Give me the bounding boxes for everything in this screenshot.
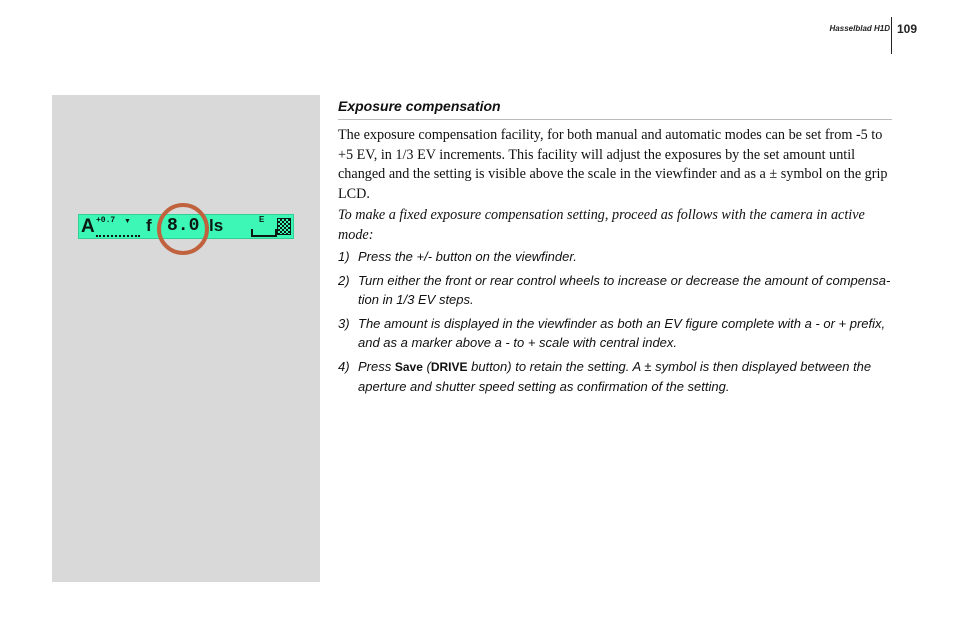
save-label: Save <box>394 359 423 374</box>
step-text: The amount is displayed in the viewfinder as both an EV figure complete with a - or + prefix, and as a marker above a - to + scale with central index. <box>358 315 886 350</box>
body-paragraph: The exposure compensation facility, for both manual and automatic modes can be set from -5 to +5 EV, in 1/3 EV increments. This facility will adjust the exposures by the set amount until changed and the setting is visible above the scale in the viewfinder and as a ± symbol on the grip LCD. <box>338 127 888 202</box>
intro-paragraph: To make a fixed exposure compensation setting, proceed as follows with the camera in active mode: <box>338 207 865 243</box>
lcd-mode: A <box>81 216 95 237</box>
lcd-ev-marker: ▼ <box>124 217 131 225</box>
header-brand: Hasselblad H1D <box>829 24 890 33</box>
step-number: 4) <box>338 358 350 374</box>
list-item <box>338 314 894 353</box>
lcd-e-label: E <box>259 215 265 224</box>
list-item <box>338 271 894 310</box>
highlight-circle <box>157 203 209 255</box>
step-text: Turn either the front or rear control wheels to increase or decrease the amount of compensa-tion in 1/3 EV steps. <box>358 272 891 307</box>
step-number: 3) <box>338 315 350 331</box>
steps-list <box>338 247 894 401</box>
lcd-checker-icon <box>277 218 291 235</box>
lcd-bracket-icon <box>251 229 277 237</box>
list-item <box>338 357 894 397</box>
section-title: Exposure compensation <box>338 98 501 114</box>
step-number: 2) <box>338 272 350 288</box>
page-number: 109 <box>897 22 918 36</box>
drive-label: DRIVE <box>430 359 468 374</box>
step-text-post: button) to retain the setting. A ± symbol is then displayed between the aperture and shutter speed setting as confirmation of the setting. <box>358 358 872 394</box>
step-text: Press the +/- button on the viewfinder. <box>358 249 577 264</box>
lcd-f-value: 8.0 <box>167 216 200 236</box>
sidebar-panel <box>52 95 320 582</box>
lcd-shutter: ls <box>209 216 224 235</box>
list-item <box>338 247 894 267</box>
header-divider <box>891 17 892 54</box>
step-number: 1) <box>338 249 350 264</box>
section-divider <box>338 119 892 120</box>
step-text-pre: Press <box>358 358 395 374</box>
step-text-mid: ( <box>422 358 431 374</box>
lcd-f-prefix: f <box>146 216 152 235</box>
lcd-ev-scale <box>96 231 140 237</box>
lcd-ev-value: +0.7 <box>96 216 116 225</box>
